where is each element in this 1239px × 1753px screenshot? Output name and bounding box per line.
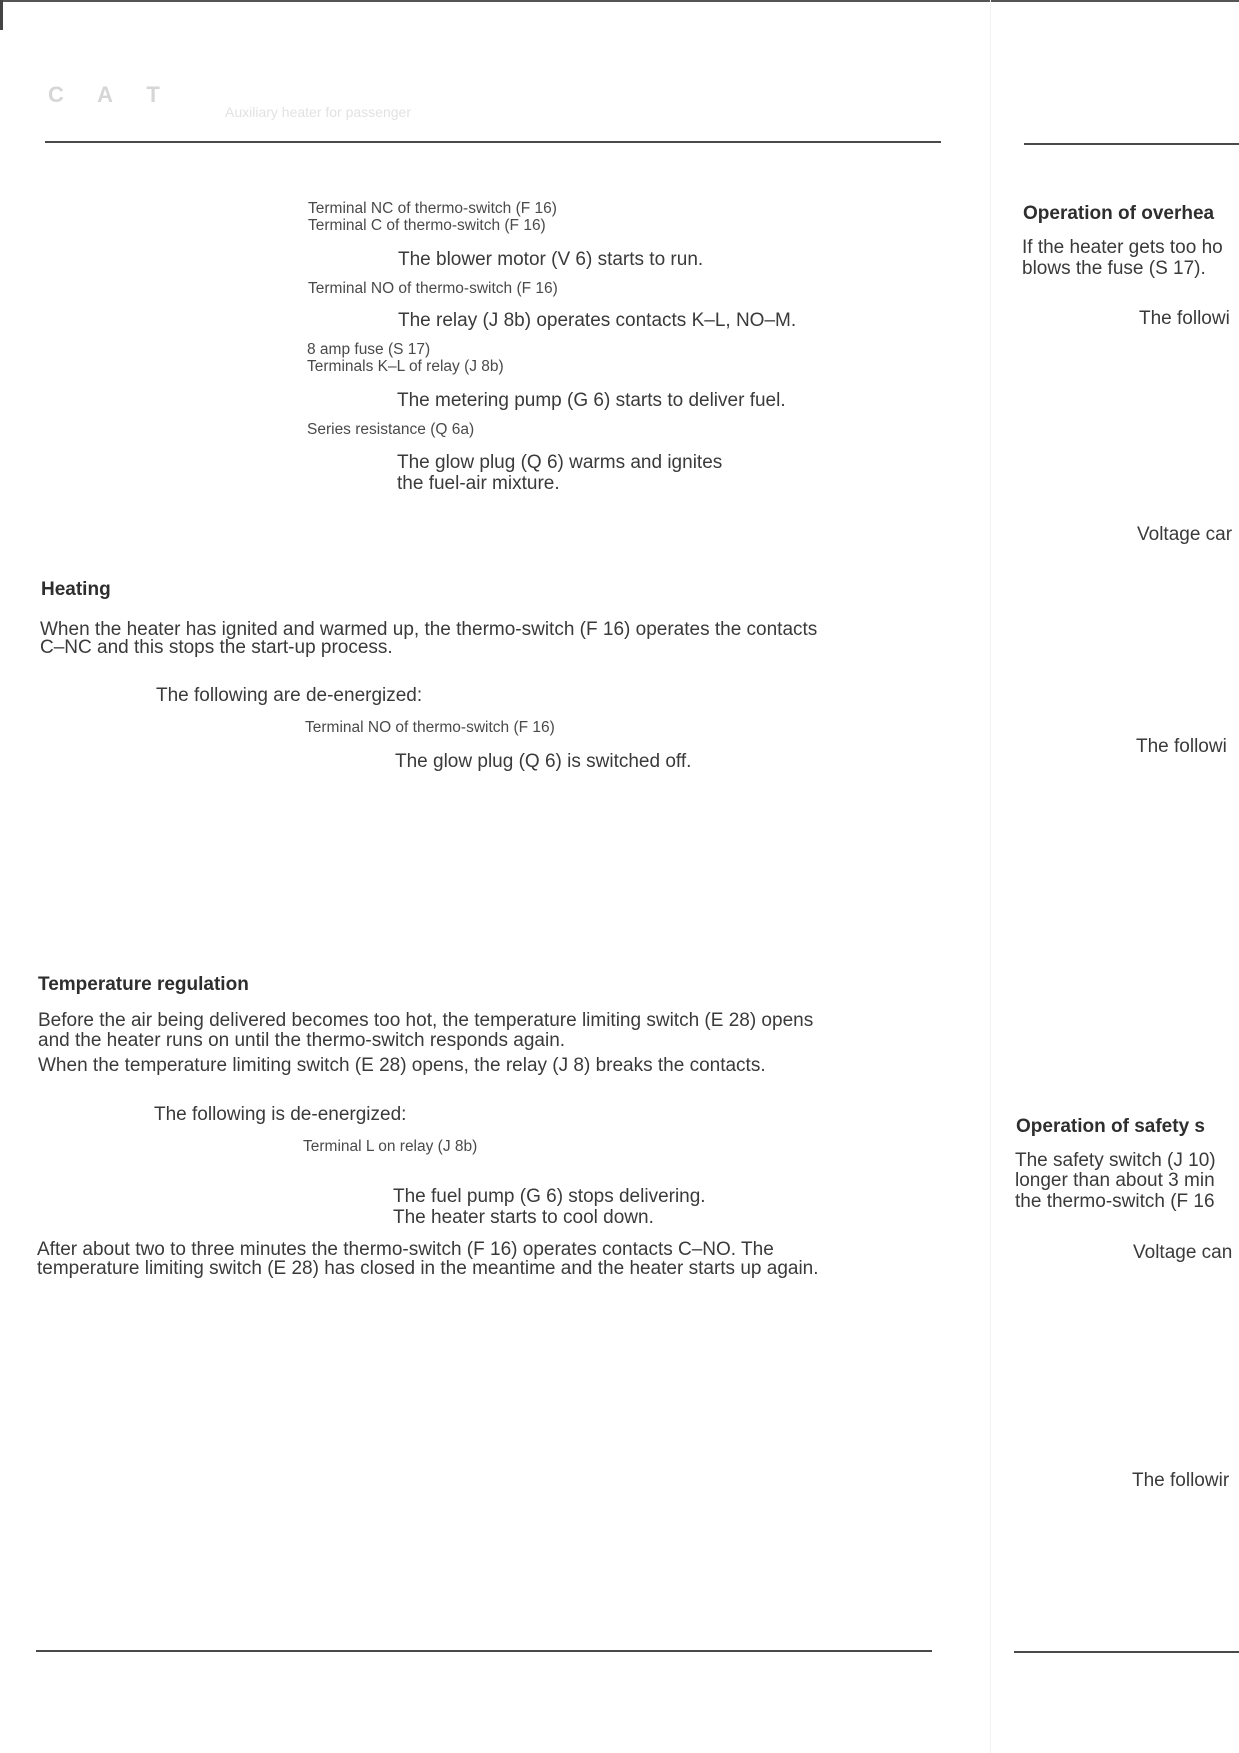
temperature-para1-line-1: Before the air being delivered becomes too hot, the temperature limiting switch (E 28) opens: [38, 1010, 814, 1031]
temperature-heading: Temperature regulation: [38, 974, 249, 995]
heating-para-line-1: When the heater has ignited and warmed up, the thermo-switch (F 16) operates the contacts: [40, 619, 818, 640]
heating-para-line-2: C–NC and this stops the start-up process.: [40, 637, 393, 658]
the-following-line-1: The followi: [1139, 308, 1230, 329]
terminal-nc-line: Terminal NC of thermo-switch (F 16): [308, 200, 557, 217]
voltage-line-1: Voltage car: [1137, 524, 1233, 545]
temperature-terminal-line: Terminal L on relay (J 8b): [303, 1138, 478, 1155]
temperature-para2: When the temperature limiting switch (E 28) opens, the relay (J 8) breaks the contacts.: [38, 1055, 766, 1076]
series-resistance-line: Series resistance (Q 6a): [307, 421, 475, 438]
overheat-heading: Operation of overhea: [1023, 203, 1215, 224]
heating-following-line: The following are de-energized:: [156, 685, 423, 706]
bottom-rule-left: [36, 1650, 932, 1652]
heating-terminal-line: Terminal NO of thermo-switch (F 16): [305, 719, 555, 736]
page-gutter: [990, 0, 991, 1753]
fuel-pump-line: The fuel pump (G 6) stops delivering.: [393, 1186, 706, 1207]
page-top-edge: [0, 0, 1239, 2]
glow-plug-line-1: The glow plug (Q 6) warms and ignites: [397, 452, 723, 473]
safety-para-line-2: longer than about 3 min: [1015, 1170, 1215, 1191]
safety-para-line-1: The safety switch (J 10): [1015, 1150, 1216, 1171]
terminal-c-line: Terminal C of thermo-switch (F 16): [308, 217, 546, 234]
heating-result-line: The glow plug (Q 6) is switched off.: [395, 751, 692, 772]
relay-line: The relay (J 8b) operates contacts K–L, NO–M.: [398, 310, 797, 331]
overheat-para-line-2: blows the fuse (S 17).: [1022, 258, 1206, 279]
temperature-para3-line-2: temperature limiting switch (E 28) has closed in the meantime and the heater starts up again.: [37, 1258, 819, 1279]
top-rule-left: [45, 141, 941, 143]
top-rule-right: [1024, 143, 1239, 145]
heating-heading: Heating: [41, 579, 111, 600]
glow-plug-line-2: the fuel-air mixture.: [397, 473, 560, 494]
metering-pump-line: The metering pump (G 6) starts to deliver fuel.: [397, 390, 786, 411]
cool-down-line: The heater starts to cool down.: [393, 1207, 654, 1228]
bottom-rule-right: [1014, 1651, 1239, 1653]
safety-para-line-3: the thermo-switch (F 16: [1015, 1191, 1215, 1212]
faint-header-title: Auxiliary heater for passenger: [225, 104, 411, 120]
blower-motor-line: The blower motor (V 6) starts to run.: [398, 249, 704, 270]
faint-section-number: C A T: [48, 82, 174, 107]
relay-terminals-line: Terminals K–L of relay (J 8b): [307, 358, 504, 375]
fuse-line: 8 amp fuse (S 17): [307, 341, 431, 358]
the-following-line-2: The followi: [1136, 736, 1227, 757]
temperature-para1-line-2: and the heater runs on until the thermo-switch responds again.: [38, 1030, 566, 1051]
the-following-line-3: The followir: [1132, 1470, 1230, 1491]
voltage-line-2: Voltage can: [1133, 1242, 1233, 1263]
page-corner-mark: [0, 0, 3, 30]
safety-switch-heading: Operation of safety s: [1016, 1116, 1205, 1137]
overheat-para-line-1: If the heater gets too ho: [1022, 237, 1223, 258]
terminal-no-line: Terminal NO of thermo-switch (F 16): [308, 280, 558, 297]
temperature-para3-line-1: After about two to three minutes the thermo-switch (F 16) operates contacts C–NO. The: [37, 1239, 774, 1260]
temperature-following-line: The following is de-energized:: [154, 1104, 407, 1125]
